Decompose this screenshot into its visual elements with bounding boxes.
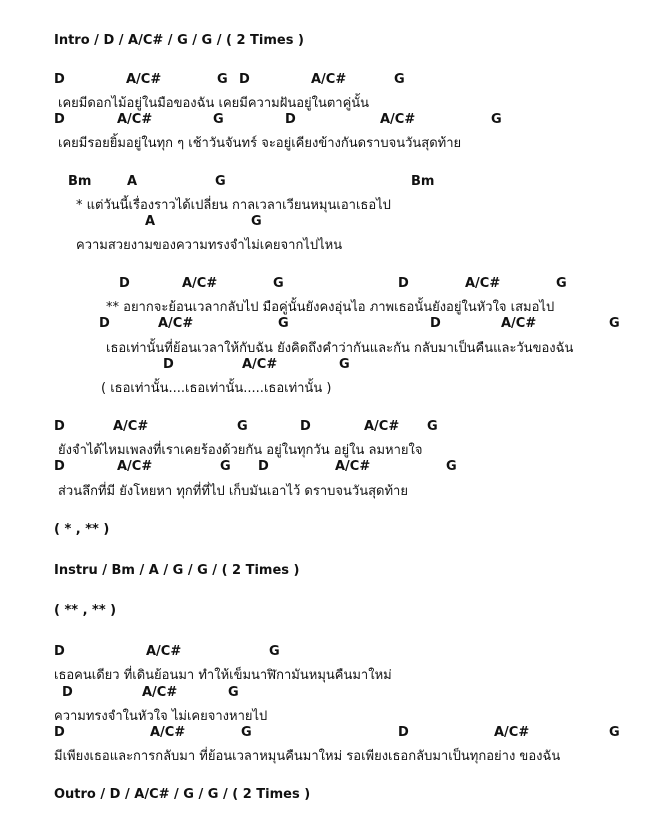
outro-line: Outro / D / A/C# / G / G / ( 2 Times )	[54, 787, 311, 802]
chord-label: Bm	[68, 174, 92, 189]
chord-label: A/C#	[117, 112, 153, 127]
lyric-line: ( เธอเท่านั้น....เธอเท่านั้น.....เธอเท่านั้น )	[101, 381, 332, 396]
chord-label: D	[54, 112, 65, 127]
chord-label: D	[54, 419, 65, 434]
chord-label: A/C#	[494, 725, 530, 740]
lyric-line: ความสวยงามของความทรงจำไม่เคยจากไปไหน	[76, 238, 343, 253]
chord-label: A/C#	[311, 72, 347, 87]
chord-label: G	[278, 316, 289, 331]
chord-line	[0, 174, 670, 190]
chord-label: D	[99, 316, 110, 331]
chord-line	[0, 459, 670, 475]
chord-label: D	[398, 725, 409, 740]
chord-label: D	[239, 72, 250, 87]
chord-label: A/C#	[465, 276, 501, 291]
lyric-line: ยังจำได้ไหมเพลงที่เราเคยร้องด้วยกัน อยู่ในทุกวัน อยู่ใน ลมหายใจ	[58, 443, 423, 458]
lyric-line: เธอเท่านั้นที่ย้อนเวลาให้กับฉัน ยังคิดถึงคำว่ากันและกัน กลับมาเป็นคืนและวันของฉัน	[106, 341, 574, 356]
chord-label: G	[609, 725, 620, 740]
chord-label: G	[609, 316, 620, 331]
chord-line	[0, 644, 670, 660]
chord-label: G	[446, 459, 457, 474]
chord-label: A/C#	[126, 72, 162, 87]
chord-label: A/C#	[501, 316, 537, 331]
chord-label: A/C#	[335, 459, 371, 474]
chord-label: G	[228, 685, 239, 700]
chord-label: G	[339, 357, 350, 372]
lyric-line: มีเพียงเธอและการกลับมา ที่ย้อนเวลาหมุนคืนมาใหม่ รอเพียงเธอกลับมาเป็นทุกอย่าง ของฉัน	[54, 749, 561, 764]
chord-label: G	[241, 725, 252, 740]
chord-label: A	[145, 214, 156, 229]
lyric-line: ส่วนลึกที่มี ยังโหยหา ทุกที่ที่ไป เก็บมันเอาไว้ ดราบจนวันสุดท้าย	[58, 484, 408, 499]
chord-label: A	[127, 174, 138, 189]
chord-label: G	[491, 112, 502, 127]
chord-label: Bm	[411, 174, 435, 189]
chord-label: D	[62, 685, 73, 700]
chord-label: G	[213, 112, 224, 127]
repeat-marker: ( ** , ** )	[54, 603, 117, 618]
chord-label: A/C#	[117, 459, 153, 474]
chord-label: D	[54, 725, 65, 740]
chord-label: D	[430, 316, 441, 331]
chord-label: D	[163, 357, 174, 372]
chord-label: G	[427, 419, 438, 434]
chord-label: A/C#	[364, 419, 400, 434]
chord-label: D	[300, 419, 311, 434]
instru-line: Instru / Bm / A / G / G / ( 2 Times )	[54, 563, 300, 578]
chord-label: D	[398, 276, 409, 291]
intro-line: Intro / D / A/C# / G / G / ( 2 Times )	[54, 33, 304, 48]
chord-label: G	[251, 214, 262, 229]
lyric-line: * แต่วันนี้เรื่องราวได้เปลี่ยน กาลเวลาเวียนหมุนเอาเธอไป	[76, 198, 391, 213]
chord-label: D	[54, 459, 65, 474]
chord-label: A/C#	[158, 316, 194, 331]
lyric-line: ** อยากจะย้อนเวลากลับไป มือคู่นั้นยังคงอุ่นไอ ภาพเธอนั้นยังอยู่ในหัวใจ เสมอไป	[106, 300, 555, 315]
chord-label: G	[217, 72, 228, 87]
chord-label: A/C#	[142, 685, 178, 700]
chord-line	[0, 112, 670, 128]
chord-line	[0, 276, 670, 292]
chord-label: D	[54, 72, 65, 87]
lyric-line: ความทรงจำในหัวใจ ไม่เคยจางหายไป	[54, 709, 268, 724]
chord-label: D	[285, 112, 296, 127]
lyric-line: เคยมีดอกไม้อยู่ในมือของฉัน เคยมีความฝันอยู่ในตาคู่นั้น	[58, 96, 370, 111]
chord-label: D	[119, 276, 130, 291]
chord-line	[0, 72, 670, 88]
lyric-line: เธอคนเดียว ที่เดินย้อนมา ทำให้เข็มนาฬิกามันหมุนคืนมาใหม่	[54, 668, 392, 683]
chord-label: G	[215, 174, 226, 189]
lyric-line: เคยมีรอยยิ้มอยู่ในทุก ๆ เช้าวันจันทร์ จะอยู่เคียงข้างกันดราบจนวันสุดท้าย	[58, 136, 462, 151]
chord-line	[0, 725, 670, 741]
chord-label: G	[237, 419, 248, 434]
chord-label: A/C#	[182, 276, 218, 291]
chord-line	[0, 316, 670, 332]
chord-label: G	[269, 644, 280, 659]
chord-line	[0, 214, 670, 230]
chord-label: D	[54, 644, 65, 659]
chord-label: G	[394, 72, 405, 87]
chord-line	[0, 419, 670, 435]
chord-label: G	[220, 459, 231, 474]
chord-label: A/C#	[242, 357, 278, 372]
chord-line	[0, 685, 670, 701]
chord-label: A/C#	[146, 644, 182, 659]
repeat-marker: ( * , ** )	[54, 522, 110, 537]
chord-label: G	[556, 276, 567, 291]
chord-label: D	[258, 459, 269, 474]
chord-label: A/C#	[113, 419, 149, 434]
chord-label: A/C#	[150, 725, 186, 740]
chord-label: G	[273, 276, 284, 291]
chord-line	[0, 357, 670, 373]
chord-label: A/C#	[380, 112, 416, 127]
